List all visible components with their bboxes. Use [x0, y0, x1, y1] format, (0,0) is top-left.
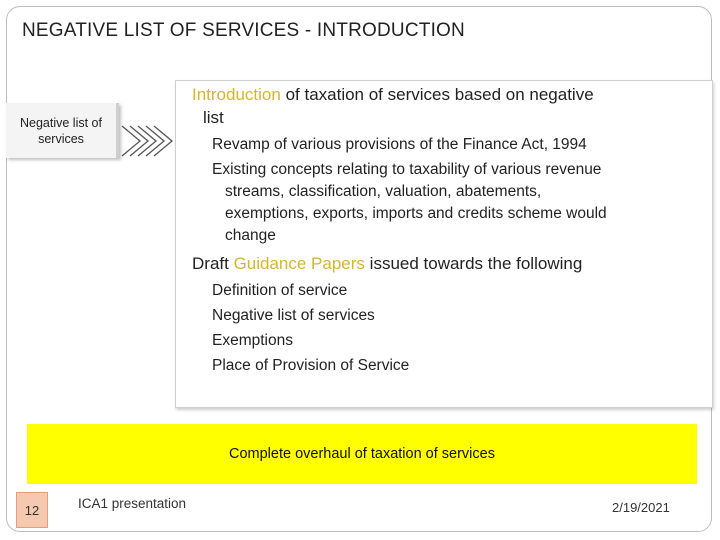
slide-title: NEGATIVE LIST OF SERVICES - INTRODUCTION	[22, 20, 465, 41]
sub-bullet-1-2-cont-3: change	[225, 227, 276, 244]
sub-bullet-1-2-cont-1: streams, classification, valuation, abatements,	[225, 183, 542, 200]
bullet-2-highlight: Guidance Papers	[233, 254, 365, 273]
sub-bullet-1-2-cont-2: exemptions, exports, imports and credits scheme would	[225, 205, 607, 222]
sub-bullet-2-3	[209, 330, 293, 352]
sub-bullet-2-4-text: Place of Provision of Service	[212, 357, 410, 374]
footer-presenter: ICA1 presentation	[78, 496, 187, 511]
sub-bullet-2-4	[209, 355, 409, 377]
sub-bullet-1-1	[209, 134, 587, 156]
slide-number-text: 12	[24, 502, 40, 518]
bullet-1-highlight: Introduction	[192, 85, 281, 104]
sub-bullet-2-1	[209, 280, 347, 302]
summary-banner-text: Complete overhaul of taxation of services	[229, 446, 495, 462]
bullet-2-text: issued towards the following	[364, 254, 583, 273]
bullet-2-prefix: Draft	[192, 254, 234, 273]
bullet-1-continuation: list	[203, 108, 224, 127]
side-label	[6, 103, 119, 158]
sub-bullet-1-2	[209, 159, 601, 181]
summary-banner	[27, 424, 697, 484]
bullet-1-text: of taxation of services based on negative	[280, 85, 594, 104]
bullet-2	[186, 253, 582, 276]
sub-bullet-2-2-text: Negative list of services	[212, 307, 375, 324]
footer-date: 2/19/2021	[612, 500, 670, 515]
slide-number	[16, 492, 48, 528]
side-label-text: Negative list of services	[20, 115, 102, 146]
sub-bullet-1-1-text: Revamp of various provisions of the Finance Act, 1994	[212, 136, 587, 153]
sub-bullet-2-1-text: Definition of service	[212, 282, 348, 299]
sub-bullet-2-3-text: Exemptions	[212, 332, 293, 349]
sub-bullet-2-2	[209, 305, 375, 327]
sub-bullet-1-2-text: Existing concepts relating to taxability of various revenue	[212, 161, 602, 178]
bullet-1	[186, 84, 594, 107]
